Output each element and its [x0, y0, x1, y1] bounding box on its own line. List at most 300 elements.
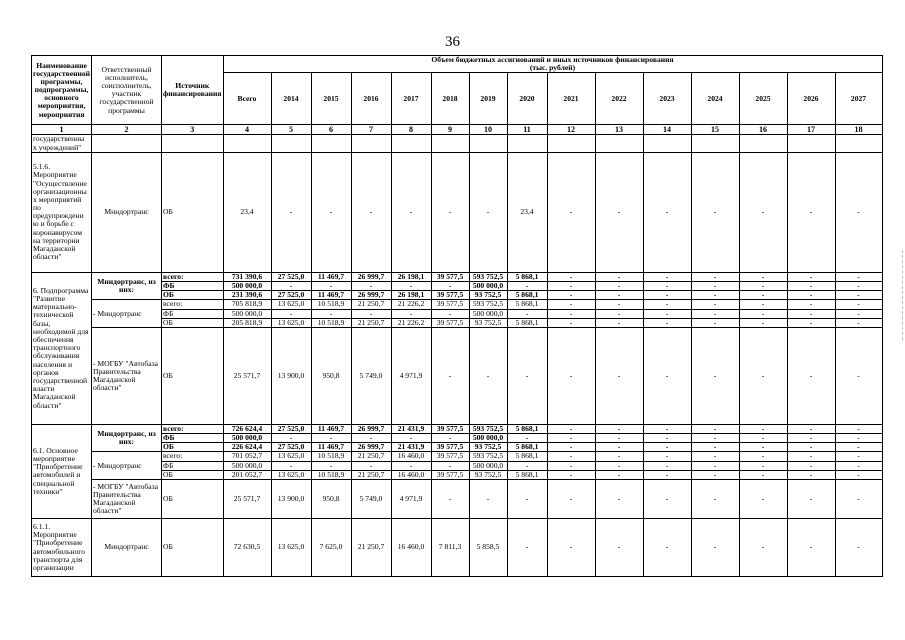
value-cell: 27 525,0: [271, 443, 311, 452]
header-source: Источник финансирования: [162, 56, 224, 125]
value-cell: 5 868,1: [507, 318, 547, 327]
value-cell: 25 571,7: [223, 327, 271, 424]
value-cell: -: [739, 281, 787, 290]
value-cell: 226 624,4: [223, 443, 271, 452]
value-cell: 21 431,9: [391, 443, 431, 452]
value-cell: -: [643, 309, 691, 318]
value-cell: -: [547, 480, 595, 519]
value-cell: 500 000,0: [223, 281, 271, 290]
row-source: всего:: [162, 452, 224, 461]
value-cell: -: [787, 327, 835, 424]
header-year: 2016: [351, 73, 391, 125]
value-cell: 5 868,1: [507, 470, 547, 479]
row-source: всего:: [162, 300, 224, 309]
value-cell: -: [431, 281, 469, 290]
header-total: Всего: [223, 73, 271, 125]
value-cell: -: [643, 434, 691, 443]
value-cell: 27 525,0: [271, 291, 311, 300]
table-row: [32, 152, 883, 272]
value-cell: -: [547, 291, 595, 300]
value-cell: -: [835, 327, 882, 424]
row-executor: - Миндортранс: [92, 452, 162, 480]
value-cell: 231 390,6: [223, 291, 271, 300]
value-cell: 26 198,1: [391, 291, 431, 300]
value-cell: -: [787, 152, 835, 272]
empty-cell: [271, 135, 311, 152]
row-source: ОБ: [162, 152, 224, 272]
value-cell: -: [835, 480, 882, 519]
value-cell: 5 868,1: [507, 443, 547, 452]
value-cell: 500 000,0: [469, 309, 507, 318]
value-cell: 11 469,7: [311, 291, 351, 300]
value-cell: -: [547, 452, 595, 461]
value-cell: -: [469, 152, 507, 272]
empty-cell: [162, 135, 224, 152]
header-year: 2025: [739, 73, 787, 125]
column-index: 11: [507, 125, 547, 135]
value-cell: 39 577,5: [431, 452, 469, 461]
value-cell: 26 999,7: [351, 291, 391, 300]
empty-cell: [691, 135, 739, 152]
value-cell: -: [595, 424, 643, 433]
table-row: [32, 424, 883, 433]
header-name: Наименование государственной программы, подпрограммы, основного мероприятия, мероприятия: [32, 56, 92, 125]
value-cell: -: [739, 327, 787, 424]
value-cell: -: [311, 461, 351, 470]
column-index: 6: [311, 125, 351, 135]
value-cell: 5 868,1: [507, 452, 547, 461]
value-cell: -: [391, 152, 431, 272]
value-cell: -: [835, 152, 882, 272]
value-cell: -: [595, 300, 643, 309]
value-cell: -: [739, 443, 787, 452]
value-cell: -: [271, 461, 311, 470]
value-cell: -: [547, 152, 595, 272]
value-cell: 5 749,0: [351, 327, 391, 424]
value-cell: -: [691, 272, 739, 281]
value-cell: -: [469, 327, 507, 424]
value-cell: 21 226,2: [391, 318, 431, 327]
value-cell: 21 250,7: [351, 452, 391, 461]
value-cell: -: [691, 424, 739, 433]
value-cell: 593 752,5: [469, 424, 507, 433]
value-cell: 593 752,5: [469, 300, 507, 309]
value-cell: -: [691, 452, 739, 461]
column-index: 7: [351, 125, 391, 135]
value-cell: -: [391, 309, 431, 318]
value-cell: 25 571,7: [223, 480, 271, 519]
value-cell: -: [271, 434, 311, 443]
value-cell: -: [547, 272, 595, 281]
value-cell: -: [739, 291, 787, 300]
value-cell: -: [691, 281, 739, 290]
header-year: 2026: [787, 73, 835, 125]
row-source: ОБ: [162, 519, 224, 577]
value-cell: -: [643, 461, 691, 470]
value-cell: 4 971,9: [391, 327, 431, 424]
value-cell: -: [643, 152, 691, 272]
row-executor: - МОГБУ "Автобаза Правительства Магаданской области": [92, 327, 162, 424]
value-cell: -: [469, 480, 507, 519]
value-cell: -: [835, 318, 882, 327]
empty-cell: [92, 135, 162, 152]
value-cell: -: [507, 309, 547, 318]
row-source: ОБ: [162, 443, 224, 452]
value-cell: 4 971,9: [391, 480, 431, 519]
value-cell: -: [311, 434, 351, 443]
column-index: 10: [469, 125, 507, 135]
value-cell: -: [787, 434, 835, 443]
value-cell: -: [507, 461, 547, 470]
value-cell: 5 868,1: [507, 291, 547, 300]
value-cell: 21 250,7: [351, 318, 391, 327]
value-cell: 950,8: [311, 327, 351, 424]
value-cell: -: [431, 327, 469, 424]
value-cell: 701 052,7: [223, 452, 271, 461]
empty-cell: [547, 135, 595, 152]
value-cell: -: [691, 327, 739, 424]
header-year: 2023: [643, 73, 691, 125]
row-executor: - Миндортранс: [92, 300, 162, 328]
value-cell: -: [547, 519, 595, 577]
row-source: ОБ: [162, 318, 224, 327]
value-cell: 39 577,5: [431, 470, 469, 479]
value-cell: -: [787, 452, 835, 461]
value-cell: 593 752,5: [469, 272, 507, 281]
value-cell: 13 625,0: [271, 300, 311, 309]
value-cell: -: [351, 434, 391, 443]
value-cell: -: [835, 443, 882, 452]
empty-cell: [835, 135, 882, 152]
value-cell: -: [787, 461, 835, 470]
row-executor: - МОГБУ "Автобаза Правительства Магаданской области": [92, 480, 162, 519]
value-cell: 950,8: [311, 480, 351, 519]
value-cell: -: [547, 443, 595, 452]
value-cell: 205 818,9: [223, 318, 271, 327]
value-cell: -: [835, 309, 882, 318]
value-cell: -: [271, 281, 311, 290]
value-cell: 13 625,0: [271, 452, 311, 461]
header-year: 2015: [311, 73, 351, 125]
value-cell: 500 000,0: [469, 281, 507, 290]
value-cell: -: [351, 309, 391, 318]
value-cell: 16 460,0: [391, 519, 431, 577]
value-cell: -: [643, 470, 691, 479]
table-row: [32, 135, 883, 152]
value-cell: -: [595, 309, 643, 318]
value-cell: -: [835, 424, 882, 433]
value-cell: -: [691, 461, 739, 470]
value-cell: -: [643, 327, 691, 424]
value-cell: 39 577,5: [431, 424, 469, 433]
value-cell: 16 460,0: [391, 452, 431, 461]
value-cell: 10 518,9: [311, 300, 351, 309]
value-cell: 13 900,0: [271, 480, 311, 519]
value-cell: 39 577,5: [431, 318, 469, 327]
value-cell: 500 000,0: [223, 309, 271, 318]
column-index: 17: [787, 125, 835, 135]
row-source: ОБ: [162, 470, 224, 479]
column-index: 4: [223, 125, 271, 135]
value-cell: -: [595, 443, 643, 452]
value-cell: -: [595, 327, 643, 424]
value-cell: -: [643, 519, 691, 577]
value-cell: -: [595, 470, 643, 479]
value-cell: -: [431, 309, 469, 318]
value-cell: -: [787, 318, 835, 327]
value-cell: 500 000,0: [469, 434, 507, 443]
value-cell: -: [739, 434, 787, 443]
table-row: [32, 519, 883, 577]
column-index: 5: [271, 125, 311, 135]
value-cell: -: [595, 452, 643, 461]
empty-cell: [739, 135, 787, 152]
value-cell: -: [787, 480, 835, 519]
header-year: 2021: [547, 73, 595, 125]
value-cell: -: [691, 152, 739, 272]
value-cell: -: [643, 480, 691, 519]
value-cell: 5 749,0: [351, 480, 391, 519]
row-source: ФБ: [162, 309, 224, 318]
header-year: 2020: [507, 73, 547, 125]
value-cell: -: [787, 424, 835, 433]
value-cell: -: [547, 327, 595, 424]
header-year: 2027: [835, 73, 882, 125]
value-cell: -: [595, 318, 643, 327]
value-cell: 27 525,0: [271, 272, 311, 281]
value-cell: -: [739, 452, 787, 461]
table-row: [32, 300, 883, 309]
value-cell: -: [391, 281, 431, 290]
value-cell: -: [595, 480, 643, 519]
value-cell: -: [691, 318, 739, 327]
value-cell: 10 518,9: [311, 452, 351, 461]
value-cell: -: [787, 470, 835, 479]
value-cell: 5 858,5: [469, 519, 507, 577]
table-row: [32, 327, 883, 424]
header-year: 2022: [595, 73, 643, 125]
value-cell: -: [739, 424, 787, 433]
value-cell: -: [351, 281, 391, 290]
value-cell: 26 999,7: [351, 443, 391, 452]
table-row: [32, 480, 883, 519]
value-cell: -: [431, 480, 469, 519]
value-cell: -: [835, 272, 882, 281]
value-cell: -: [787, 272, 835, 281]
row-source: всего:: [162, 424, 224, 433]
value-cell: -: [739, 519, 787, 577]
empty-cell: [643, 135, 691, 152]
value-cell: -: [595, 519, 643, 577]
value-cell: 726 624,4: [223, 424, 271, 433]
value-cell: -: [643, 452, 691, 461]
column-index: 8: [391, 125, 431, 135]
column-index: 15: [691, 125, 739, 135]
value-cell: 13 900,0: [271, 327, 311, 424]
empty-cell: [469, 135, 507, 152]
value-cell: 705 818,9: [223, 300, 271, 309]
column-index: 3: [162, 125, 224, 135]
value-cell: -: [271, 309, 311, 318]
row-executor: Миндортранс, из них:: [92, 272, 162, 300]
value-cell: 593 752,5: [469, 452, 507, 461]
value-cell: 21 226,2: [391, 300, 431, 309]
value-cell: -: [547, 318, 595, 327]
value-cell: -: [787, 281, 835, 290]
row-source: ФБ: [162, 461, 224, 470]
value-cell: -: [835, 452, 882, 461]
empty-cell: [351, 135, 391, 152]
value-cell: -: [787, 519, 835, 577]
value-cell: -: [507, 519, 547, 577]
empty-cell: [507, 135, 547, 152]
value-cell: -: [691, 309, 739, 318]
value-cell: -: [595, 291, 643, 300]
value-cell: -: [835, 434, 882, 443]
value-cell: -: [739, 309, 787, 318]
value-cell: 26 999,7: [351, 424, 391, 433]
value-cell: 10 518,9: [311, 470, 351, 479]
row-executor: Миндортранс: [92, 152, 162, 272]
value-cell: -: [595, 272, 643, 281]
header-year: 2014: [271, 73, 311, 125]
value-cell: -: [691, 480, 739, 519]
row-source: ФБ: [162, 434, 224, 443]
value-cell: 500 000,0: [223, 461, 271, 470]
value-cell: -: [691, 291, 739, 300]
value-cell: 731 390,6: [223, 272, 271, 281]
value-cell: -: [787, 300, 835, 309]
value-cell: -: [351, 152, 391, 272]
header-executor: Ответственный исполнитель, соисполнитель, участник государственной программы: [92, 56, 162, 125]
value-cell: -: [787, 443, 835, 452]
value-cell: -: [787, 309, 835, 318]
value-cell: -: [691, 470, 739, 479]
value-cell: -: [391, 461, 431, 470]
value-cell: -: [691, 519, 739, 577]
value-cell: -: [547, 309, 595, 318]
empty-cell: [311, 135, 351, 152]
value-cell: -: [507, 480, 547, 519]
value-cell: 21 431,9: [391, 424, 431, 433]
column-index: 13: [595, 125, 643, 135]
value-cell: -: [311, 152, 351, 272]
scan-edge: [896, 250, 903, 340]
value-cell: -: [835, 291, 882, 300]
row-source: ФБ: [162, 281, 224, 290]
header-year: 2024: [691, 73, 739, 125]
value-cell: -: [311, 309, 351, 318]
value-cell: 5 868,1: [507, 424, 547, 433]
value-cell: 7 811,3: [431, 519, 469, 577]
value-cell: 5 868,1: [507, 300, 547, 309]
value-cell: 23,4: [507, 152, 547, 272]
value-cell: 39 577,5: [431, 272, 469, 281]
column-index-row: [32, 125, 883, 135]
value-cell: 93 752,5: [469, 291, 507, 300]
empty-cell: [391, 135, 431, 152]
value-cell: 39 577,5: [431, 443, 469, 452]
value-cell: -: [739, 461, 787, 470]
value-cell: -: [691, 434, 739, 443]
header-year: 2018: [431, 73, 469, 125]
row-source: ОБ: [162, 291, 224, 300]
value-cell: 26 198,1: [391, 272, 431, 281]
value-cell: -: [595, 281, 643, 290]
value-cell: -: [787, 291, 835, 300]
column-index: 1: [32, 125, 92, 135]
value-cell: 11 469,7: [311, 424, 351, 433]
value-cell: -: [739, 272, 787, 281]
value-cell: -: [547, 300, 595, 309]
header-year: 2019: [469, 73, 507, 125]
value-cell: 39 577,5: [431, 291, 469, 300]
value-cell: -: [643, 318, 691, 327]
value-cell: -: [507, 281, 547, 290]
row-source: ОБ: [162, 327, 224, 424]
value-cell: -: [643, 300, 691, 309]
value-cell: -: [739, 470, 787, 479]
table-row: [32, 452, 883, 461]
value-cell: 13 625,0: [271, 519, 311, 577]
value-cell: -: [739, 318, 787, 327]
column-index: 14: [643, 125, 691, 135]
value-cell: -: [351, 461, 391, 470]
table-body: [32, 135, 883, 577]
value-cell: -: [691, 300, 739, 309]
row-name: государственны х учреждений": [32, 135, 92, 152]
value-cell: 93 752,5: [469, 470, 507, 479]
value-cell: -: [547, 434, 595, 443]
budget-table: [31, 55, 883, 577]
value-cell: 7 625,0: [311, 519, 351, 577]
row-name: 6. Подпрограмма "Развитие материально-технической базы, необходимой для обеспечения транспортного обслуживания населения и органов государственной власти Магаданской области": [32, 272, 92, 424]
value-cell: -: [311, 281, 351, 290]
value-cell: -: [835, 300, 882, 309]
value-cell: 500 000,0: [223, 434, 271, 443]
header-volume-title: Объем бюджетных ассигнований и иных источников финансирования: [431, 55, 674, 64]
value-cell: 21 250,7: [351, 519, 391, 577]
row-name: 5.1.6. Мероприятие "Осуществление организационны х мероприятий по предупреждени ю и борьбе с коронавирусом на территории Магаданской области": [32, 152, 92, 272]
value-cell: 13 625,0: [271, 318, 311, 327]
value-cell: -: [431, 461, 469, 470]
page-number: 36: [445, 34, 460, 50]
value-cell: 10 518,9: [311, 318, 351, 327]
row-name: 6.1. Основное мероприятие "Приобретение автомобилей и специальной техники": [32, 424, 92, 518]
value-cell: 5 868,1: [507, 272, 547, 281]
table-row: [32, 272, 883, 281]
value-cell: -: [643, 443, 691, 452]
header-year: 2017: [391, 73, 431, 125]
column-index: 9: [431, 125, 469, 135]
row-executor: Миндортранс: [92, 519, 162, 577]
value-cell: 23,4: [223, 152, 271, 272]
value-cell: -: [595, 461, 643, 470]
value-cell: -: [391, 434, 431, 443]
empty-cell: [431, 135, 469, 152]
value-cell: 11 469,7: [311, 443, 351, 452]
row-source: ОБ: [162, 480, 224, 519]
value-cell: 13 625,0: [271, 470, 311, 479]
value-cell: 201 052,7: [223, 470, 271, 479]
value-cell: -: [547, 281, 595, 290]
value-cell: -: [835, 461, 882, 470]
value-cell: 72 630,5: [223, 519, 271, 577]
value-cell: 11 469,7: [311, 272, 351, 281]
row-executor: Миндортранс, из них:: [92, 424, 162, 452]
value-cell: -: [643, 291, 691, 300]
value-cell: -: [739, 152, 787, 272]
